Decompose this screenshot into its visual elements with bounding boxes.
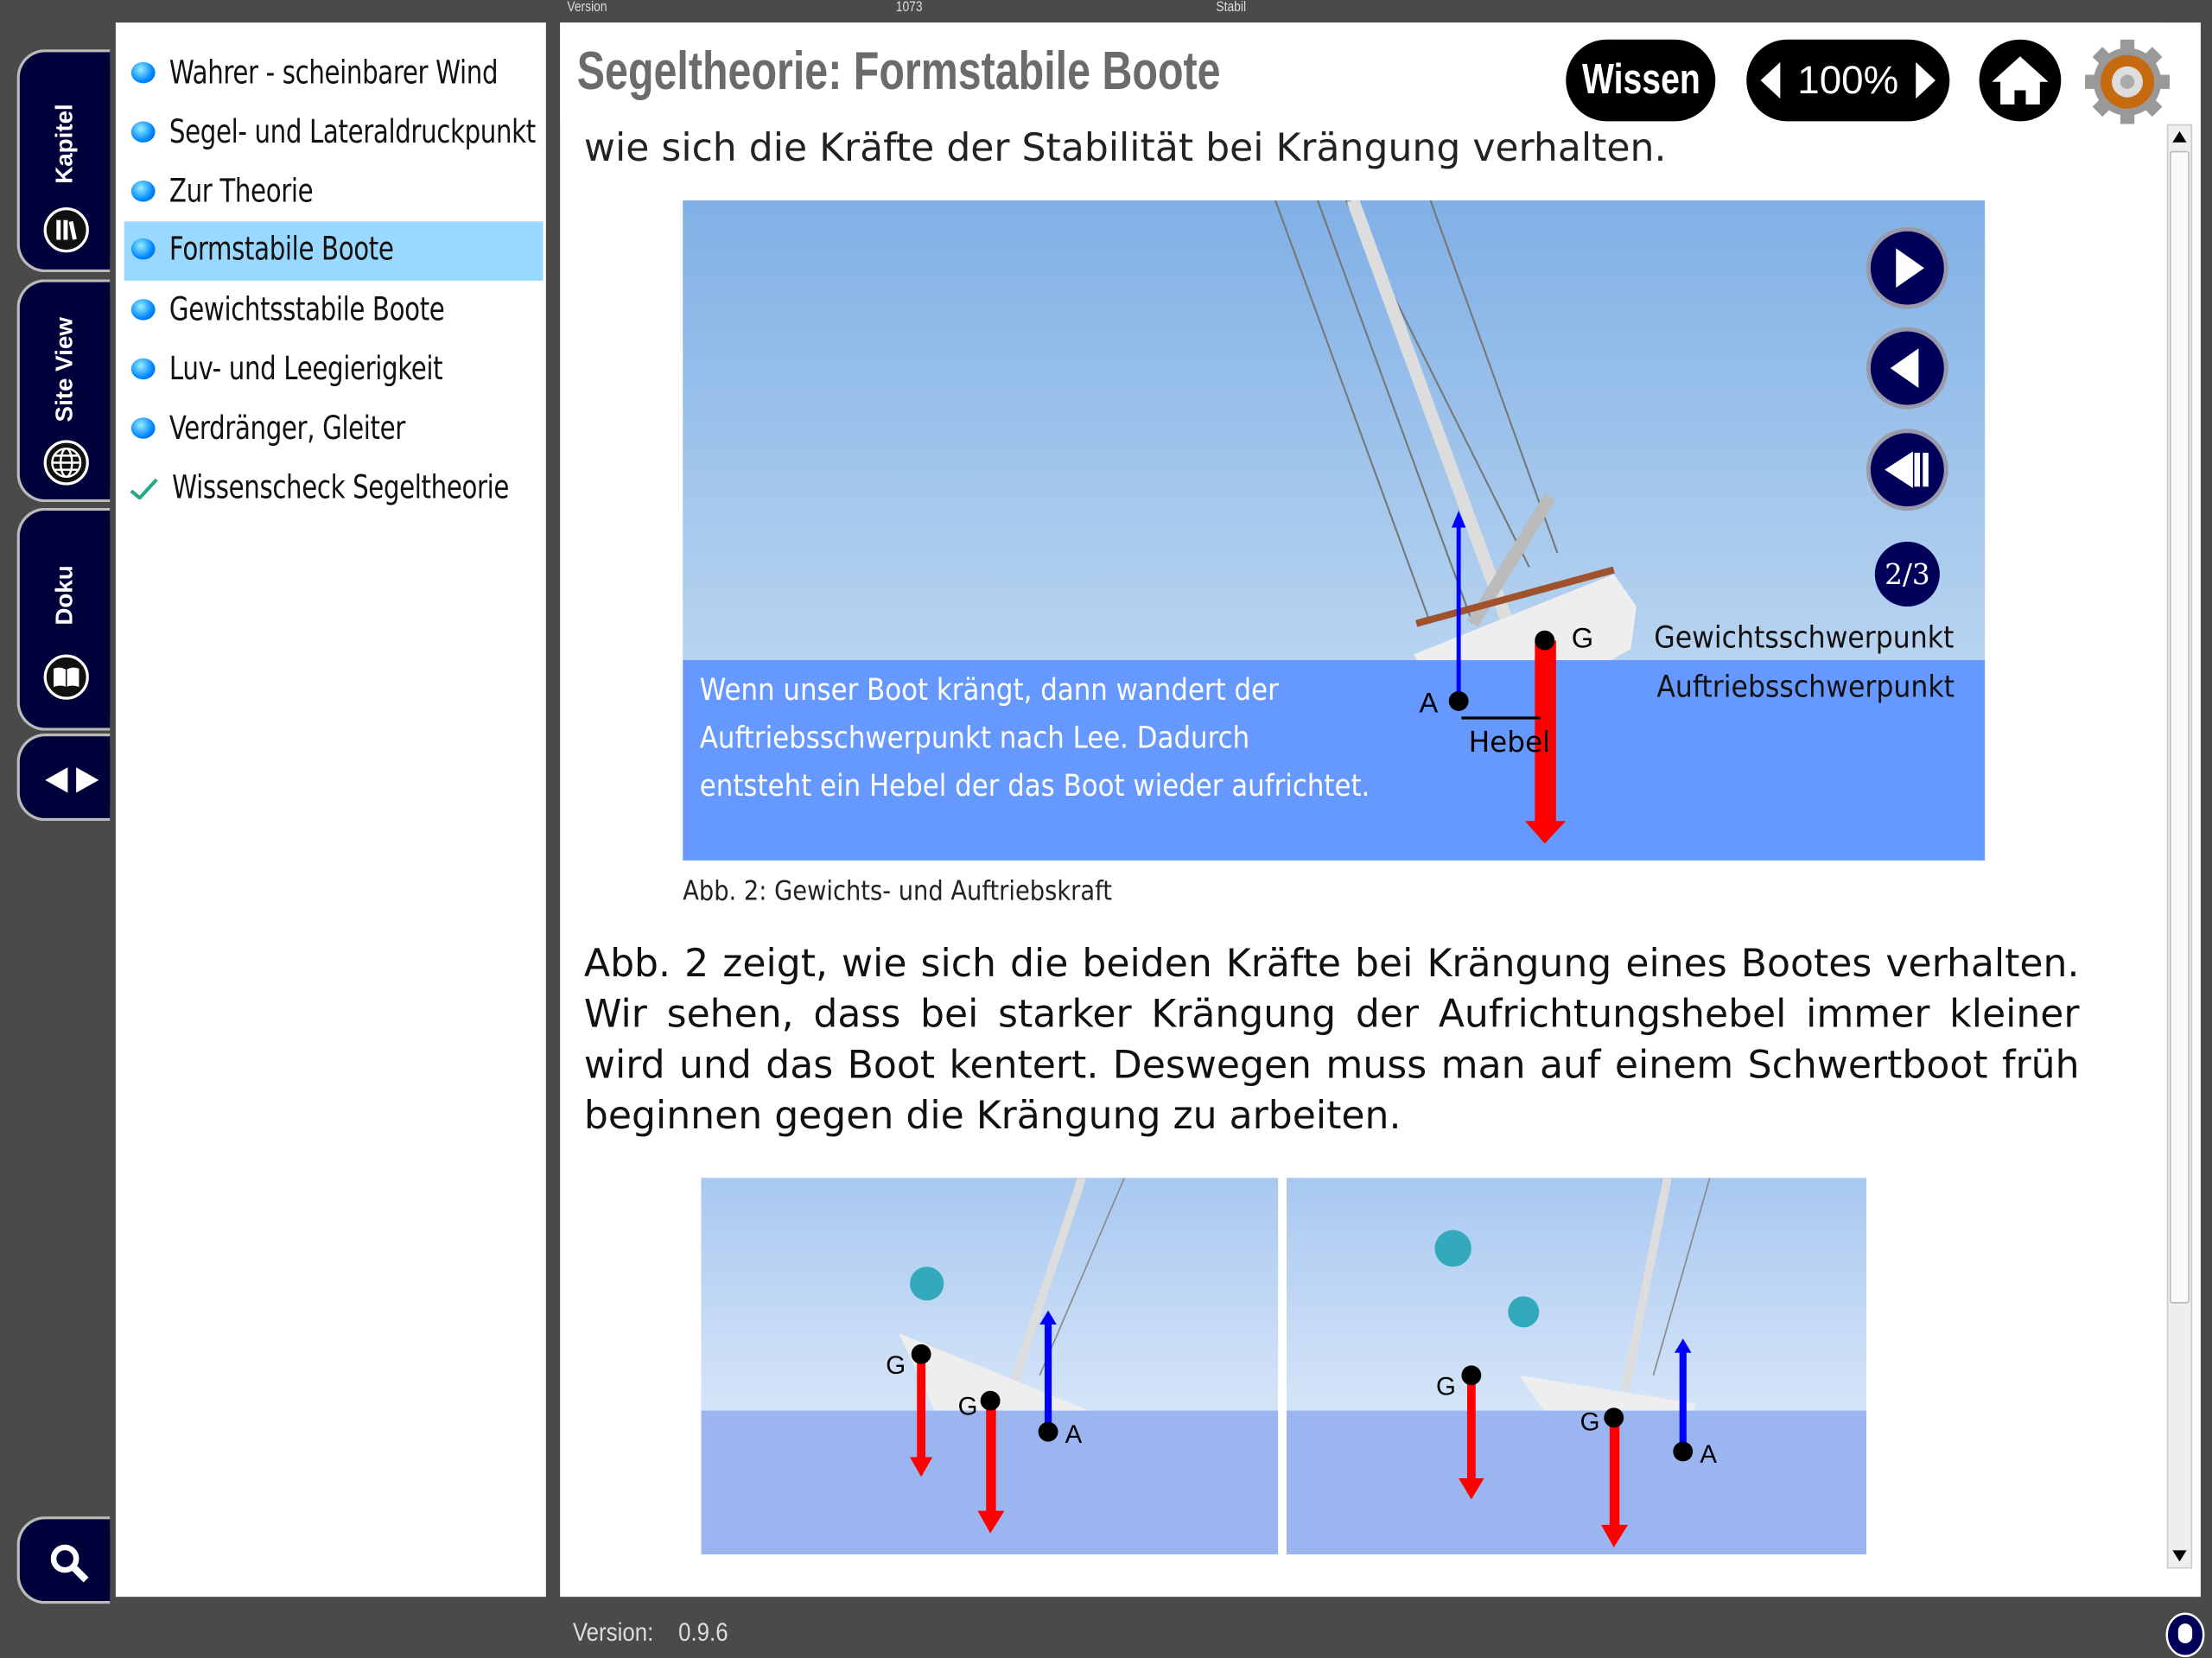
bullet-icon (131, 121, 156, 142)
rewind-icon (1871, 433, 1944, 506)
restart-button[interactable] (1866, 429, 1948, 511)
wissen-button[interactable]: Wissen (1566, 40, 1715, 122)
toggle-panel-button[interactable] (17, 734, 111, 821)
label-a: A (1419, 688, 1439, 720)
figure-text: Wenn unser Boot krängt, dann wandert der Auftriebsschwerpunkt nach Lee. Dadurch entsteht ein Hebel der das Boot wieder aufrichtet. (699, 672, 1370, 803)
tab-label: Site View (50, 317, 78, 422)
chapter-item[interactable]: Gewichtsstabile Boote (124, 283, 543, 339)
home-icon (1992, 54, 2048, 107)
play-icon (1871, 232, 1944, 305)
label-a: A (1700, 1439, 1717, 1469)
tab-doku[interactable] (17, 508, 111, 731)
figure-caption: Abb. 2: Gewichts- und Auftriebskraft (683, 875, 1112, 907)
play-button[interactable] (1866, 227, 1948, 309)
clipped-text-line: wie sich die Kräfte der Stabilität bei Krängung verhalten. (583, 126, 1667, 171)
footer-version: Version: 0.9.6 (572, 1617, 728, 1647)
back-icon (1871, 332, 1944, 405)
legend-auftriebsschwerpunkt: Auftriebsschwerpunkt (1656, 670, 1955, 704)
chapter-item[interactable]: Verdränger, Gleiter (124, 401, 543, 457)
chapter-item[interactable]: Luv- und Leegierigkeit (124, 341, 543, 397)
force-arrows (1287, 1178, 1866, 1554)
label-g: G (1571, 623, 1594, 655)
chapter-item[interactable]: Wahrer - scheinbarer Wind (124, 45, 543, 101)
label-g: G (957, 1392, 978, 1421)
heeling-figure-strong (1287, 1178, 1866, 1554)
label-a: A (1065, 1420, 1083, 1449)
tab-label: Kapitel (50, 104, 78, 184)
scroll-thumb[interactable] (2170, 151, 2190, 1304)
chapter-item[interactable]: Zur Theorie (124, 163, 543, 219)
vertical-scrollbar[interactable] (2167, 124, 2192, 1569)
content-panel (560, 22, 2201, 1597)
zoom-level: 100% (1797, 57, 1899, 102)
heeling-figure-small (701, 1178, 1278, 1554)
bullet-icon (131, 359, 156, 379)
zoom-in-arrow-icon[interactable] (1916, 62, 1936, 98)
book-icon (44, 655, 89, 700)
channel-label: Stabil (1216, 0, 1247, 16)
chapter-item-selected[interactable]: Formstabile Boote (124, 221, 543, 281)
zoom-control[interactable] (1746, 40, 1949, 122)
search-button[interactable] (17, 1516, 111, 1604)
tab-site-view[interactable] (17, 279, 111, 502)
globe-icon (44, 440, 89, 485)
body-paragraph: Abb. 2 zeigt, wie sich die beiden Kräfte bei Krängung eines Bootes verhalten. Wir sehen, dass bei starker Krängung der Aufrichtungshebel immer kleiner wird und das Boot kentert. Deswegen muss man auf einem Schwertboot früh beginnen gegen die Krängung zu arbeiten. (583, 942, 2080, 1139)
left-right-arrows-icon (45, 767, 99, 792)
label-g: G (1436, 1372, 1456, 1401)
force-arrows (701, 1178, 1278, 1554)
label-g: G (1580, 1407, 1600, 1437)
bullet-icon (131, 181, 156, 201)
bullet-icon (131, 417, 156, 438)
previous-button[interactable] (1866, 327, 1948, 410)
build-number: 1073 (895, 0, 923, 16)
scroll-down-icon[interactable] (2172, 1550, 2186, 1561)
check-icon (130, 477, 158, 499)
zoom-out-arrow-icon[interactable] (1761, 62, 1781, 98)
mouse-icon[interactable] (2164, 1610, 2206, 1657)
scroll-up-icon[interactable] (2172, 131, 2186, 143)
bullet-icon (131, 62, 156, 83)
bullet-icon (131, 299, 156, 320)
version-label: Version (567, 0, 607, 16)
chapter-list (116, 22, 546, 1597)
content-header (560, 22, 2161, 121)
tab-kapitel[interactable] (17, 49, 111, 272)
page-title: Segeltheorie: Formstabile Boote (576, 41, 1221, 102)
settings-gear-icon[interactable] (2085, 40, 2170, 124)
stability-figure (683, 200, 1985, 861)
bullet-icon (131, 238, 156, 259)
label-g: G (886, 1351, 906, 1380)
books-icon (44, 207, 89, 252)
legend-gewichtsschwerpunkt: Gewichtsschwerpunkt (1654, 620, 1955, 655)
search-icon (48, 1541, 91, 1584)
step-indicator: 2/3 (1875, 542, 1940, 607)
home-button[interactable] (1980, 40, 2062, 122)
chapter-item[interactable]: Segel- und Lateraldruckpunkt (124, 105, 543, 161)
tab-label: Doku (50, 565, 78, 626)
label-hebel: Hebel (1468, 725, 1551, 759)
chapter-item[interactable]: Wissenscheck Segeltheorie (124, 460, 543, 516)
